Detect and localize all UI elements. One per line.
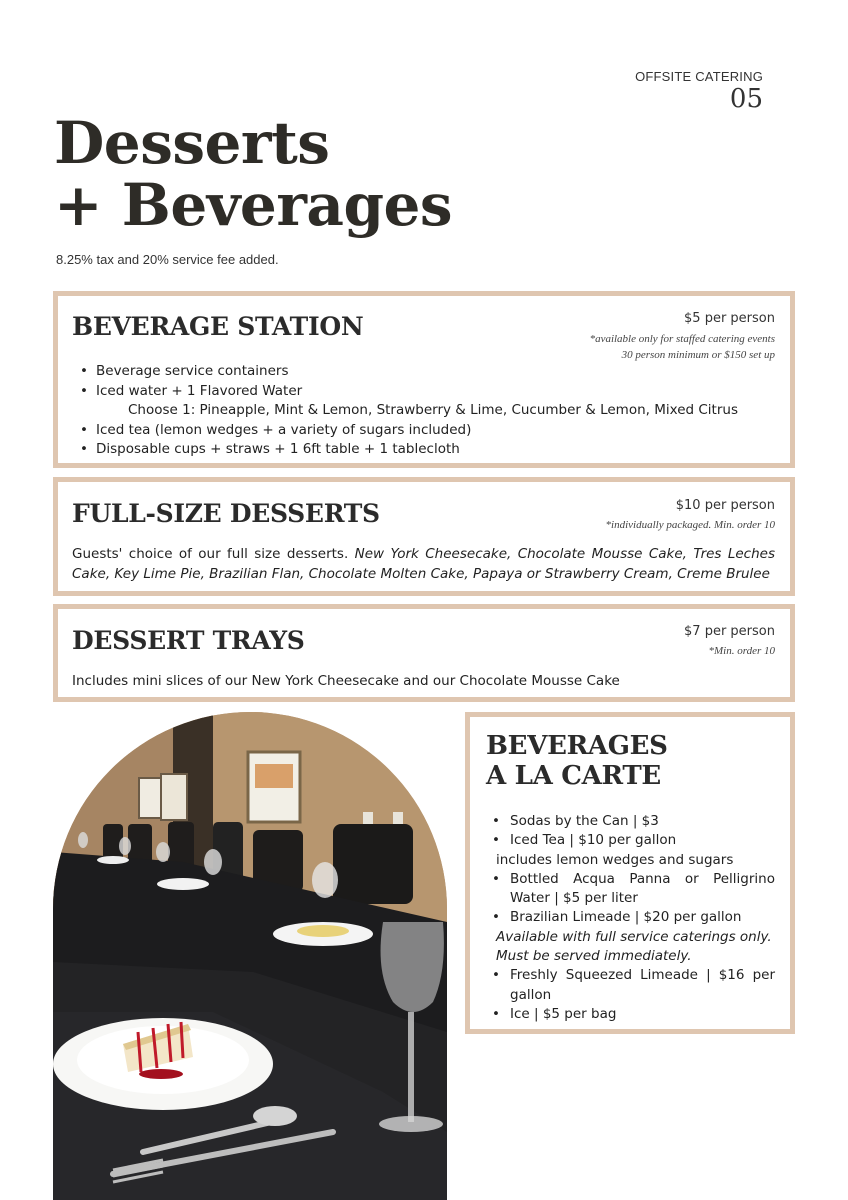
beverage-station-note-2: 30 person minimum or $150 set up bbox=[621, 349, 775, 361]
dessert-trays-price: $7 per person bbox=[684, 624, 775, 639]
a-la-carte-list bbox=[486, 812, 775, 1024]
page-title-line-2: + Beverages bbox=[54, 171, 453, 239]
dessert-trays-title: DESSERT TRAYS bbox=[72, 626, 305, 655]
list-item: • Beverage service containers bbox=[72, 362, 775, 382]
dessert-trays-note: *Min. order 10 bbox=[708, 645, 775, 657]
list-item: • Sodas by the Can | $3 bbox=[486, 812, 775, 831]
limeade-note-1: Available with full service caterings only. bbox=[496, 928, 772, 945]
list-item: • Iced Tea | $10 per gallon bbox=[486, 831, 775, 850]
beverage-station-title: BEVERAGE STATION bbox=[72, 312, 364, 341]
a-la-carte-title bbox=[486, 731, 668, 791]
desc-dessert-list: New York Cheesecake, Chocolate Mousse Cake, Tres Leches Cake, Key Lime Pie, Brazilian Flan, Chocolate Molten Cake, Papaya or Strawberry Cream, Creme Brulee bbox=[72, 546, 775, 582]
list-item: • Iced water + 1 Flavored Water bbox=[72, 382, 775, 402]
dessert-trays-description: Includes mini slices of our New York Cheesecake and our Chocolate Mousse Cake bbox=[72, 673, 620, 689]
beverage-station-price: $5 per person bbox=[684, 311, 775, 326]
section-label: OFFSITE CATERING bbox=[635, 69, 763, 84]
full-size-desserts-description bbox=[72, 544, 775, 584]
full-size-desserts-note: *individually packaged. Min. order 10 bbox=[605, 519, 775, 531]
beverage-station-note bbox=[590, 331, 775, 363]
full-size-desserts-price: $10 per person bbox=[675, 498, 775, 513]
list-item: • Ice | $5 per bag bbox=[486, 1005, 775, 1024]
a-la-carte-box bbox=[465, 712, 795, 1034]
list-item: • Iced tea (lemon wedges + a variety of sugars included) bbox=[72, 421, 775, 441]
desc-plain: Guests' choice of our full size desserts. bbox=[72, 546, 355, 562]
page-number: 05 bbox=[729, 84, 763, 114]
dessert-table-photo bbox=[53, 712, 447, 1200]
list-item: • Freshly Squeezed Limeade | $16 per gallon bbox=[486, 966, 775, 1005]
limeade-note-2: Must be served immediately. bbox=[496, 948, 692, 965]
iced-tea-note: includes lemon wedges and sugars bbox=[496, 851, 734, 868]
beverage-station-box bbox=[53, 291, 795, 468]
a-la-carte-title-line-1: BEVERAGES bbox=[486, 731, 668, 761]
full-size-desserts-title: FULL-SIZE DESSERTS bbox=[72, 499, 380, 528]
page-title-line-1: Desserts bbox=[54, 109, 330, 177]
dessert-trays-box bbox=[53, 604, 795, 702]
list-item: • Bottled Acqua Panna or Pelligrino Water | $5 per liter bbox=[486, 870, 775, 909]
flavor-choices: Choose 1: Pineapple, Mint & Lemon, Strawberry & Lime, Cucumber & Lemon, Mixed Citrus bbox=[128, 402, 738, 418]
a-la-carte-title-line-2: A LA CARTE bbox=[486, 761, 661, 791]
beverage-station-list bbox=[72, 362, 775, 460]
page-title bbox=[54, 109, 453, 239]
full-size-desserts-box bbox=[53, 477, 795, 596]
beverage-station-note-1: *available only for staffed catering events bbox=[589, 333, 775, 345]
list-item: • Disposable cups + straws + 1 6ft table + 1 tablecloth bbox=[72, 440, 775, 460]
tax-note: 8.25% tax and 20% service fee added. bbox=[56, 252, 279, 267]
list-item: • Brazilian Limeade | $20 per gallon bbox=[486, 908, 775, 927]
